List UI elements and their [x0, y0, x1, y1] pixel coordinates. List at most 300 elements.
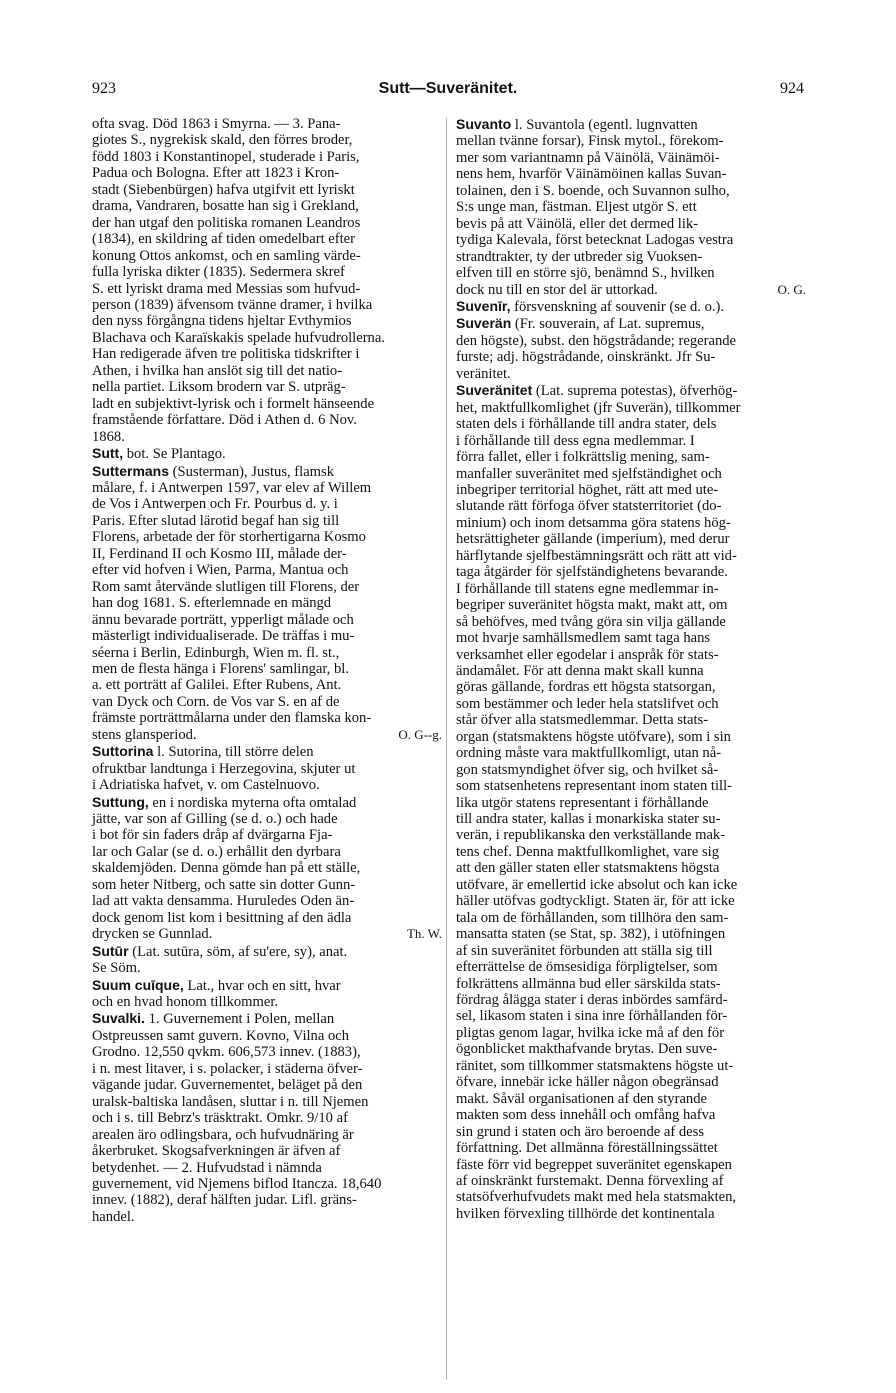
text-line	[456, 877, 806, 893]
text-line	[92, 149, 442, 165]
text-line	[456, 349, 806, 365]
line-text: staten dels i förhållande till andra stater, dels	[456, 416, 717, 433]
text-line	[456, 232, 806, 248]
line-text: giotes S., nygrekisk skald, den förres broder,	[92, 132, 353, 149]
line-text: elfven till en större sjö, benämnd S., hvilken	[456, 265, 715, 282]
text-line	[92, 297, 442, 313]
headword: Suttung,	[92, 793, 149, 810]
text-line	[456, 1206, 806, 1222]
line-text: Ostpreussen samt guvern. Kovno, Vilna och	[92, 1027, 350, 1044]
line-text: mellan tvänne forsar), Finsk mytol., förekom-	[456, 133, 724, 150]
line-text: person (1839) äfvensom tvänne dramer, i hvilka	[92, 296, 373, 313]
text-line	[456, 630, 806, 646]
line-text: mästerligt individualiserade. De träffas i mu-	[92, 628, 355, 645]
headword: Suvanto	[456, 116, 512, 132]
text-line	[92, 595, 442, 611]
text-line	[456, 597, 806, 613]
text-line	[456, 762, 806, 778]
text-line	[456, 1008, 806, 1024]
text-line	[456, 366, 806, 382]
line-text: pligtas genom lagar, hvilka icke må af den för	[456, 1024, 725, 1041]
text-line	[92, 513, 442, 529]
text-line	[92, 182, 442, 198]
line-text: sin grund i staten och äro beroende af dess	[456, 1123, 705, 1140]
text-line	[92, 116, 442, 132]
text-line	[456, 1058, 806, 1074]
text-line	[456, 416, 806, 432]
dictionary-entry	[92, 116, 442, 445]
text-line	[92, 694, 442, 710]
text-line	[456, 679, 806, 695]
text-line	[92, 926, 442, 942]
left-column	[92, 116, 442, 1225]
line-text: innev. (1882), deraf hälften judar. Lifl. gräns-	[92, 1192, 357, 1209]
text-line	[456, 449, 806, 465]
line-text: statsöfverhufvudets makt med hela statsmakten,	[456, 1189, 737, 1206]
text-line	[92, 579, 442, 595]
text-line	[92, 248, 442, 264]
line-text: som statsenhetens representant inom staten till-	[456, 778, 732, 795]
line-text: stadt (Siebenbürgen) hafva utgifvit ett lyriskt	[92, 181, 355, 198]
line-text: efterrättelse de ömsesidiga förpligtelser, som	[456, 959, 718, 976]
text-line	[456, 844, 806, 860]
text-line	[456, 712, 806, 728]
headword: Sutt,	[92, 445, 124, 462]
column-divider	[446, 118, 447, 1380]
text-line	[92, 1044, 442, 1060]
text-line	[92, 893, 442, 909]
line-text: i bot för sin faders dråp af dvärgarna Fja-	[92, 827, 333, 844]
line-text: Rom samt återvände slutligen till Florens, der	[92, 578, 360, 595]
text-line	[456, 315, 806, 332]
text-line	[92, 1192, 442, 1208]
text-line	[456, 1107, 806, 1123]
line-text: lika utgör statens representant i förhållande	[456, 794, 709, 811]
line-text: i förhållande till dess egna medlemmar. I	[456, 432, 695, 449]
line-text: uralsk-baltiska landåsen, sluttar i n. till Njemen	[92, 1093, 369, 1110]
dictionary-entry	[92, 977, 442, 1011]
text-line	[92, 811, 442, 827]
text-line	[92, 396, 442, 412]
line-text: Han redigerade äfven tre politiska tidskrifter i	[92, 346, 360, 363]
text-line	[456, 531, 806, 547]
line-text: framstående författare. Död i Athen d. 6 Nov.	[92, 412, 357, 429]
text-line	[92, 827, 442, 843]
line-text: af sin suveränitet förbunden att ställa sig till	[456, 942, 713, 959]
text-line	[92, 198, 442, 214]
line-text: konung Ottos ankomst, och en samling värde-	[92, 247, 361, 264]
line-text: tens chef. Denna maktfullkomlighet, vare sig	[456, 843, 720, 860]
line-text: vägande judar. Guvernementet, beläget på den	[92, 1077, 363, 1094]
line-text: mot hvarje samhällsmedlem samt taga hans	[456, 630, 711, 647]
text-line	[456, 1173, 806, 1189]
line-text: den högste), subst. den högstrådande; regerande	[456, 332, 737, 349]
text-line	[456, 548, 806, 564]
line-text: van Dyck och Corn. de Vos var S. en af de	[92, 693, 340, 710]
text-line	[92, 743, 442, 760]
text-line	[92, 529, 442, 545]
text-line	[92, 429, 442, 445]
text-line	[92, 1143, 442, 1159]
line-text: taga åtgärder för sjelfständighetens bevarande.	[456, 564, 728, 581]
text-line	[456, 1091, 806, 1107]
line-text: ofruktbar landtunga i Herzegovina, skjuter ut	[92, 760, 356, 777]
right-column	[456, 116, 806, 1222]
text-line	[456, 400, 806, 416]
dictionary-entry	[456, 315, 806, 382]
line-text: bot. Se Plantago.	[123, 446, 226, 463]
text-line	[92, 1127, 442, 1143]
text-line	[456, 382, 806, 399]
text-line	[456, 745, 806, 761]
text-line	[92, 132, 442, 148]
text-line	[456, 1074, 806, 1090]
line-text: (Susterman), Justus, flamsk	[169, 463, 335, 480]
line-text: makt. Såväl organisationen af den styrande	[456, 1090, 707, 1107]
page-header	[92, 80, 804, 106]
page-number-right: 924	[780, 80, 804, 97]
page-number-left: 923	[92, 80, 116, 97]
line-text: Lat., hvar och en sitt, hvar	[183, 977, 341, 994]
line-text: efter vid hofven i Wien, Parma, Mantua och	[92, 562, 349, 579]
headword: Suveränitet	[456, 382, 533, 399]
text-line	[456, 249, 806, 265]
line-text: Grodno. 12,550 qvkm. 606,573 innev. (1883),	[92, 1044, 361, 1061]
line-text: tydiga Kalevala, först betecknat Ladogas vestra	[456, 232, 734, 249]
headword: Suum cuīque,	[92, 976, 184, 993]
line-text: strandtrakter, ty der utbreder sig Vuoksen-	[456, 248, 703, 265]
text-line	[456, 150, 806, 166]
line-text: en i nordiska myterna ofta omtalad	[148, 794, 357, 811]
text-line	[92, 794, 442, 811]
line-text: häller utöfvas godtyckligt. Staten är, för att icke	[456, 893, 735, 910]
running-title: Sutt—Suveränitet.	[378, 80, 518, 97]
line-text: mansatta staten (se Stat, sp. 382), i utöfningen	[456, 926, 726, 943]
line-text: organ (statsmaktens högste utöfvare), som i sin	[456, 728, 731, 745]
author-signature: O. G.	[777, 281, 806, 297]
text-line	[456, 778, 806, 794]
text-line	[92, 1110, 442, 1126]
line-text: manfaller suveränitet med sjelfständighet och	[456, 465, 722, 482]
line-text: lad att vakta densamma. Huruledes Oden än-	[92, 893, 355, 910]
line-text: tolainen, den i S. boende, och Suvannon sulho,	[456, 182, 730, 199]
line-text: minium) och inom detsamma göra statens hög-	[456, 514, 731, 531]
line-text: utöfvare, är emellertid icke absolut och kan icke	[456, 876, 738, 893]
text-line	[92, 844, 442, 860]
line-text: dock nu till en stor del är uttorkad.	[456, 281, 658, 298]
line-text: ännu bevarade porträtt, ypperligt målade och	[92, 611, 354, 628]
line-text: hvilken förvexling tillhörde det kontinentala	[456, 1205, 715, 1222]
text-line	[456, 1189, 806, 1205]
text-line	[456, 199, 806, 215]
line-text: Athen, i hvilka han anslöt sig till det natio-	[92, 362, 343, 379]
text-line	[456, 976, 806, 992]
headword: Suttermans	[92, 462, 170, 479]
line-text: lar och Galar (se d. o.) erhållit den dyrbara	[92, 843, 341, 860]
text-line	[92, 463, 442, 480]
line-text: fäste förr vid begreppet suveränitet egenskapen	[456, 1156, 732, 1173]
text-line	[456, 910, 806, 926]
text-line	[92, 1028, 442, 1044]
text-line	[92, 943, 442, 960]
text-line	[92, 546, 442, 562]
text-line	[456, 116, 806, 133]
line-text: drycken se Gunnlad.	[92, 926, 213, 943]
text-line	[92, 1160, 442, 1176]
line-text: och i s. till Bebrz's träsktrakt. Omkr. 9/10 af	[92, 1110, 348, 1127]
line-text: men de flesta hänga i Florens' samlingar, bl.	[92, 660, 349, 677]
text-line	[92, 1094, 442, 1110]
line-text: till andra stater, kallas i monarkiska stater su-	[456, 811, 721, 828]
dictionary-entry	[456, 298, 806, 315]
dictionary-entry	[92, 463, 442, 744]
text-line	[92, 1010, 442, 1027]
text-line	[456, 860, 806, 876]
line-text: af oinskränkt furstemakt. Denna förvexling af	[456, 1173, 724, 1189]
line-text: 1. Guvernement i Polen, mellan	[144, 1011, 335, 1028]
line-text: (Lat. suprema potestas), öfverhög-	[532, 383, 738, 400]
text-line	[92, 910, 442, 926]
line-text: de Vos i Antwerpen och Fr. Pourbus d. y. i	[92, 496, 338, 513]
text-line	[92, 727, 442, 743]
text-line	[92, 761, 442, 777]
text-line	[92, 562, 442, 578]
text-line	[92, 860, 442, 876]
line-text: nens hem, hvarför Väinämöinen kallas Suvan-	[456, 166, 727, 183]
text-line	[456, 216, 806, 232]
text-line	[456, 729, 806, 745]
line-text: slutande rätt förfoga öfver statsterritoriet (do-	[456, 498, 722, 515]
line-text: S:s unge man, fästman. Eljest utgör S. ett	[456, 199, 697, 216]
line-text: verksamhet eller egodelar i anspråk för stats-	[456, 646, 719, 663]
text-line	[92, 1176, 442, 1192]
line-text: att den gäller staten eller statsmaktens högsta	[456, 860, 720, 877]
text-line	[92, 1209, 442, 1225]
text-line	[92, 777, 442, 793]
line-text: het, maktfullkomlighet (jfr Suverän), tillkommer	[456, 399, 741, 416]
text-line	[92, 661, 442, 677]
text-line	[456, 1041, 806, 1057]
line-text: ordning måste vara maktfullkomligt, utan nå-	[456, 745, 722, 762]
line-text: fördrag ålägga stater i deras inbördes samfärd-	[456, 992, 728, 1009]
text-line	[92, 994, 442, 1010]
line-text: mer som variantnamn på Väinölä, Väinämöi-	[456, 149, 720, 166]
text-line	[456, 926, 806, 942]
text-line	[92, 313, 442, 329]
text-line	[92, 445, 442, 462]
line-text: (Fr. souverain, af Lat. supremus,	[511, 316, 705, 333]
line-text: Florens, arbetade der för storhertigarna Kosmo	[92, 529, 366, 546]
line-text: arealen äro odlingsbara, och hufvudnäring är	[92, 1126, 354, 1143]
text-line	[92, 710, 442, 726]
line-text: stens glansperiod.	[92, 726, 197, 743]
headword: Suvenīr,	[456, 297, 511, 314]
text-line	[456, 515, 806, 531]
line-text: II, Ferdinand II och Kosmo III, målade der-	[92, 545, 347, 562]
line-text: och en hvad honom tillkommer.	[92, 994, 279, 1011]
text-line	[456, 959, 806, 975]
text-line	[456, 827, 806, 843]
line-text: han dog 1681. S. efterlemnade en mängd	[92, 595, 332, 612]
text-line	[456, 282, 806, 298]
line-text: verän, i republikanska den verkställande mak-	[456, 827, 726, 844]
text-line	[92, 496, 442, 512]
line-text: författning. Det allmänna föreställningssättet	[456, 1140, 718, 1157]
line-text: dock genom list kom i besittning af den ädla	[92, 909, 352, 926]
headword: Suverän	[456, 315, 512, 332]
text-line	[456, 166, 806, 182]
text-line	[92, 677, 442, 693]
text-line	[456, 265, 806, 281]
line-text: veränitet.	[456, 365, 511, 382]
line-text: furste; adj. högstrådande, oinskränkt. Jfr Su-	[456, 349, 716, 366]
line-text: född 1803 i Konstantinopel, studerade i Paris,	[92, 148, 360, 165]
line-text: l. Sutorina, till större delen	[153, 744, 314, 761]
text-line	[456, 333, 806, 349]
line-text: ränitet, som tillkommer statsmaktens högste ut-	[456, 1057, 734, 1074]
line-text: främste porträttmålarna under den flamska kon-	[92, 710, 372, 727]
line-text: härflytande sjelfbestämningsrätt och rätt att vid-	[456, 547, 737, 564]
text-line	[92, 379, 442, 395]
line-text: drama, Vandraren, bosatte han sig i Grekland,	[92, 198, 359, 215]
text-line	[456, 1140, 806, 1156]
line-text: folkrättens allmänna bud eller särskilda stats-	[456, 975, 721, 992]
text-line	[456, 298, 806, 315]
text-line	[92, 480, 442, 496]
line-text: Padua och Bologna. Efter att 1823 i Kron-	[92, 165, 340, 182]
line-text: betydenhet. — 2. Hufvudstad i nämnda	[92, 1159, 322, 1176]
text-line	[92, 281, 442, 297]
text-line	[92, 977, 442, 994]
line-text: förra fallet, eller i folkrättslig mening, sam-	[456, 449, 710, 466]
text-line	[456, 811, 806, 827]
line-text: Paris. Efter slutad lärotid begaf han sig till	[92, 512, 340, 529]
line-text: I förhållande till statens egne medlemmar in-	[456, 580, 719, 597]
dictionary-entry	[92, 1010, 442, 1225]
text-line	[456, 795, 806, 811]
text-line	[92, 264, 442, 280]
text-line	[92, 165, 442, 181]
line-text: försvenskning af souvenir (se d. o.).	[510, 298, 725, 315]
text-line	[92, 960, 442, 976]
line-text: ladt en subjektivt-lyrisk och i formelt hänseende	[92, 395, 375, 412]
line-text: nella partiet. Liksom brodern var S. utpräg-	[92, 379, 346, 396]
text-line	[456, 433, 806, 449]
text-line	[456, 1025, 806, 1041]
line-text: handel.	[92, 1208, 135, 1225]
text-line	[456, 581, 806, 597]
text-line	[456, 614, 806, 630]
line-text: i Adriatiska hafvet, v. om Castelnuovo.	[92, 777, 320, 794]
text-line	[456, 498, 806, 514]
author-signature: O. G--g.	[398, 726, 442, 742]
text-line	[456, 992, 806, 1008]
line-text: 1868.	[92, 428, 125, 445]
line-text: guvernement, vid Njemens biflod Itancza. 18,640	[92, 1176, 382, 1192]
dictionary-entry	[456, 116, 806, 298]
text-line	[92, 363, 442, 379]
line-text: den nyss förgångna tidens hjeltar Evthymios	[92, 313, 352, 330]
line-text: Blachava och Karaïskakis spelade hufvudrollerna.	[92, 329, 385, 346]
line-text: (1834), en skildring af tiden omedelbart efter	[92, 231, 356, 248]
text-line	[456, 1157, 806, 1173]
line-text: ändamålet. För att denna makt skall kunna	[456, 662, 704, 679]
line-text: göras gällande, fordras ett högsta statsorgan,	[456, 679, 716, 696]
text-line	[92, 346, 442, 362]
line-text: begriper suveränitet högsta makt, makt att, om	[456, 597, 728, 614]
line-text: fulla lyriska dikter (1835). Sedermera skref	[92, 264, 345, 281]
line-text: ofta svag. Död 1863 i Smyrna. — 3. Pana-	[92, 116, 341, 132]
line-text: Se Söm.	[92, 960, 141, 977]
author-signature: Th. W.	[406, 926, 442, 942]
line-text: så behöfves, med tvång göra sin vilja gällande	[456, 613, 726, 630]
line-text: jätte, var son af Gilling (se d. o.) och hade	[92, 811, 338, 828]
text-line	[92, 877, 442, 893]
dictionary-entry	[456, 382, 806, 1222]
text-line	[456, 183, 806, 199]
line-text: åkerbruket. Skogsafverkningen är äfven af	[92, 1143, 341, 1160]
text-line	[456, 647, 806, 663]
line-text: som heter Nitberg, och satte sin dotter Gunn-	[92, 876, 356, 893]
text-line	[92, 412, 442, 428]
line-text: makten som dess innehåll och omfång hafva	[456, 1107, 716, 1124]
line-text: ögonblicket makthafvande brytas. Den suve-	[456, 1041, 718, 1058]
line-text: tala om de förhållanden, som tillhöra den sam-	[456, 909, 729, 926]
line-text: S. ett lyriskt drama med Messias som hufvud-	[92, 280, 361, 297]
text-line	[456, 466, 806, 482]
text-line	[456, 696, 806, 712]
line-text: hetsrättigheter gällande (imperium), med derur	[456, 531, 730, 548]
line-text: der han utgaf den politiska romanen Leandros	[92, 214, 361, 231]
text-line	[456, 943, 806, 959]
line-text: inbegriper territorial höghet, rätt att med ute-	[456, 481, 719, 498]
text-line	[92, 628, 442, 644]
dictionary-entry	[92, 943, 442, 977]
headword: Sutūr	[92, 942, 129, 959]
dictionary-entry	[92, 794, 442, 943]
line-text: sel, likasom staten i sina inre förhållanden för-	[456, 1008, 728, 1025]
text-line	[456, 133, 806, 149]
text-line	[456, 482, 806, 498]
line-text: gon statsmyndighet öfver sig, och hvilket så-	[456, 761, 719, 778]
text-line	[456, 663, 806, 679]
dictionary-entry	[92, 743, 442, 793]
line-text: skaldemjöden. Denna gömde han på ett ställe,	[92, 860, 361, 877]
line-text: séerna i Berlin, Edinburgh, Wien m. fl. st.,	[92, 644, 340, 661]
line-text: a. ett porträtt af Galilei. Efter Rubens, Ant.	[92, 677, 342, 694]
headword: Suttorina	[92, 743, 154, 760]
line-text: l. Suvantola (egentl. lugnvatten	[511, 117, 698, 133]
text-line	[92, 645, 442, 661]
line-text: öfvare, innebär icke häller någon obegränsad	[456, 1074, 719, 1091]
text-line	[92, 1077, 442, 1093]
text-line	[92, 1061, 442, 1077]
text-line	[92, 215, 442, 231]
text-line	[456, 893, 806, 909]
line-text: i n. mest litaver, i s. polacker, i städerna öfver-	[92, 1060, 363, 1077]
text-line	[456, 1124, 806, 1140]
text-line	[92, 231, 442, 247]
text-line	[456, 564, 806, 580]
line-text: som bestämmer och leder hela statslifvet och	[456, 695, 719, 712]
line-text: bevis på att Väinölä, eller det dermed lik-	[456, 215, 699, 232]
line-text: står öfver alla statsmedlemmar. Detta stats-	[456, 712, 709, 729]
line-text: målare, f. i Antwerpen 1597, var elev af Willem	[92, 479, 372, 496]
dictionary-entry	[92, 445, 442, 462]
headword: Suvalki.	[92, 1010, 145, 1027]
line-text: (Lat. sutūra, söm, af su'ere, sy), anat.	[128, 943, 348, 960]
text-line	[92, 612, 442, 628]
